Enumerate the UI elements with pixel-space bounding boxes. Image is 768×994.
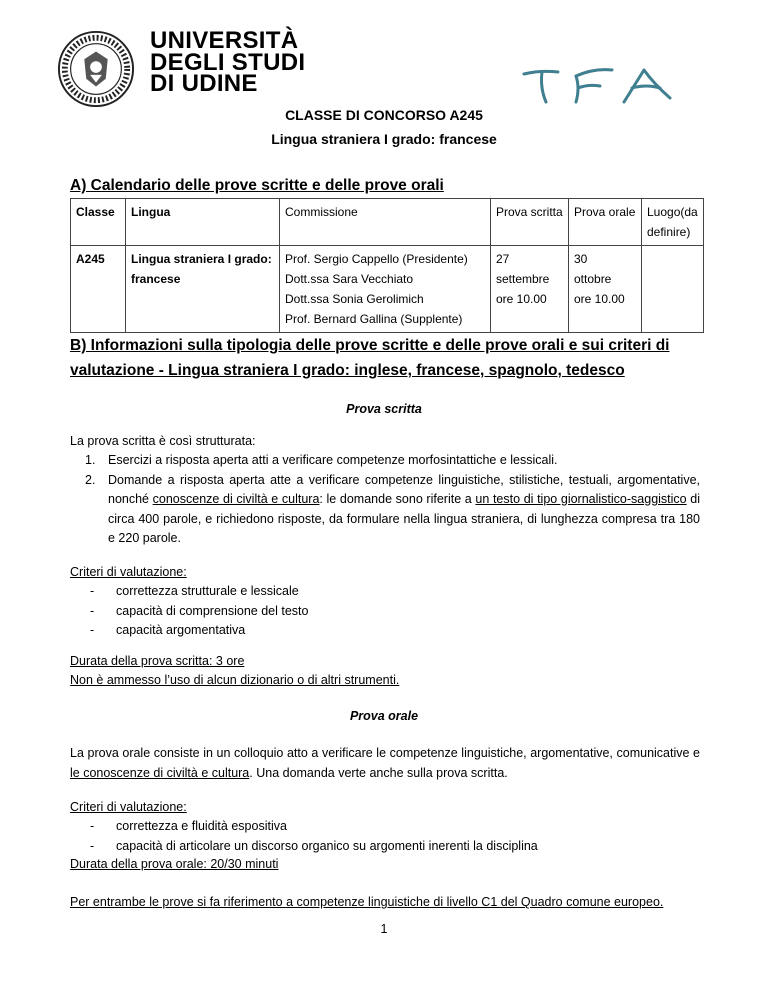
written-criteria-list: [70, 582, 700, 641]
cell-classe: A245: [71, 246, 126, 333]
class-subtitle: Lingua straniera I grado: francese: [271, 131, 497, 147]
list-item: - capacità di comprensione del testo: [70, 602, 700, 622]
oral-description: [70, 744, 700, 783]
list-item: - capacità argomentativa: [70, 621, 700, 641]
prova-orale-day: 30: [574, 252, 588, 266]
list-item: - correttezza e fluidità espositiva: [70, 817, 700, 837]
prova-scritta-month: settembre: [496, 272, 550, 286]
header-classe: Classe: [71, 199, 126, 246]
commissione-member: Prof. Bernard Gallina (Supplente): [285, 312, 463, 326]
written-structure-list: [70, 451, 700, 549]
written-criteria-title: Criteri di valutazione:: [70, 565, 187, 579]
prova-scritta-time: ore 10.00: [496, 292, 547, 306]
oral-exam-heading: Prova orale: [349, 709, 419, 723]
header-prova-scritta: Prova scritta: [491, 199, 569, 246]
commissione-member: Dott.ssa Sara Vecchiato: [285, 272, 414, 286]
page-number: 1: [380, 922, 388, 936]
written-item-2-text-2: : le domande sono riferite a: [319, 492, 476, 506]
list-item: - capacità di articolare un discorso organico su argomenti inerenti la disciplina: [70, 837, 700, 857]
header-prova-orale: Prova orale: [569, 199, 642, 246]
commissione-member: Prof. Sergio Cappello (Presidente): [285, 252, 468, 266]
written-item-2-underlined-2: un testo di tipo giornalistico-saggistico: [475, 492, 687, 506]
oral-text-2: . Una domanda verte anche sulla prova scritta.: [249, 765, 508, 780]
cell-lingua: Lingua straniera I grado: francese: [126, 246, 280, 333]
cefr-reference: Per entrambe le prove si fa riferimento a competenze linguistiche di livello C1 del Quadro comune europeo.: [70, 895, 664, 909]
written-item-2-underlined-1: conoscenze di civiltà e cultura: [152, 492, 320, 506]
written-item-1: Esercizi a risposta aperta atti a verificare competenze morfosintattiche e lessicali.: [108, 453, 558, 467]
prova-scritta-day: 27: [496, 252, 510, 266]
written-intro: La prova scritta è così strutturata:: [70, 434, 256, 448]
university-name-line-1: UNIVERSITÀ: [150, 27, 299, 54]
written-item-2-text-3: di circa 400 parole, e richiedono risposte, da formulare nella lingua straniera, di lunghezza compresa tra 180 e 220 parole.: [108, 492, 701, 545]
prova-orale-time: ore 10.00: [574, 292, 625, 306]
list-item: 2. Domande a risposta aperta atte a verificare competenze linguistiche, stilistiche, testuali, argomentative, nonché conoscenze di civiltà e cultura: le domande sono riferite a un testo di tipo giornalistico-saggistico di circa 400 parole, e richiedono risposte, da formulare nella lingua straniera, di lunghezza compresa tra 180 e 220 parole.: [85, 472, 701, 545]
oral-text-underlined: le conoscenze di civiltà e cultura: [70, 765, 250, 780]
oral-text: La prova orale consiste in un colloquio atto a verificare le competenze linguistiche, argomentative, comunicative e: [70, 746, 700, 760]
cell-commissione: [280, 246, 491, 333]
written-item-2-text: Domande a risposta aperta atte a verificare competenze linguistiche, stilistiche, testuali, argomentative, nonché: [108, 472, 700, 506]
oral-criteria-title: Criteri di valutazione:: [70, 800, 187, 814]
no-dictionary-notice: Non è ammesso l’uso di alcun dizionario o di altri strumenti.: [70, 673, 400, 687]
list-item: - correttezza strutturale e lessicale: [70, 582, 700, 602]
table-header-row: [71, 199, 704, 246]
written-exam-heading: Prova scritta: [346, 402, 422, 416]
prova-orale-month: ottobre: [574, 272, 612, 286]
oral-criteria-list: [70, 817, 700, 856]
commissione-member: Dott.ssa Sonia Gerolimich: [285, 292, 424, 306]
header-commissione: Commissione: [280, 199, 491, 246]
cell-prova-scritta: [491, 246, 569, 333]
university-name: [150, 27, 306, 97]
university-seal-logo: [57, 30, 135, 108]
calendar-table: [70, 198, 704, 333]
cell-prova-orale: [569, 246, 642, 333]
header-lingua: Lingua: [126, 199, 280, 246]
written-duration: Durata della prova scritta: 3 ore: [70, 654, 245, 668]
section-a-title: A) Calendario delle prove scritte e delle prove orali: [70, 177, 444, 194]
class-title: CLASSE DI CONCORSO A245: [285, 107, 483, 123]
list-item: 1. Esercizi a risposta aperta atti a verificare competenze morfosintattiche e lessicali.: [85, 453, 558, 467]
oral-duration: Durata della prova orale: 20/30 minuti: [70, 857, 279, 871]
tfa-logo: [520, 62, 690, 106]
table-row: [71, 246, 704, 333]
header-luogo: Luogo(da definire): [642, 199, 704, 246]
section-b-title: B) Informazioni sulla tipologia delle prove scritte e delle prove orali e sui criteri di valutazione - Lingua straniera I grado: inglese, francese, spagnolo, tedesco: [70, 337, 670, 379]
university-name-line-3: DI UDINE: [150, 70, 258, 97]
university-name-line-2: DEGLI STUDI: [150, 48, 306, 76]
cell-luogo: [642, 246, 704, 333]
